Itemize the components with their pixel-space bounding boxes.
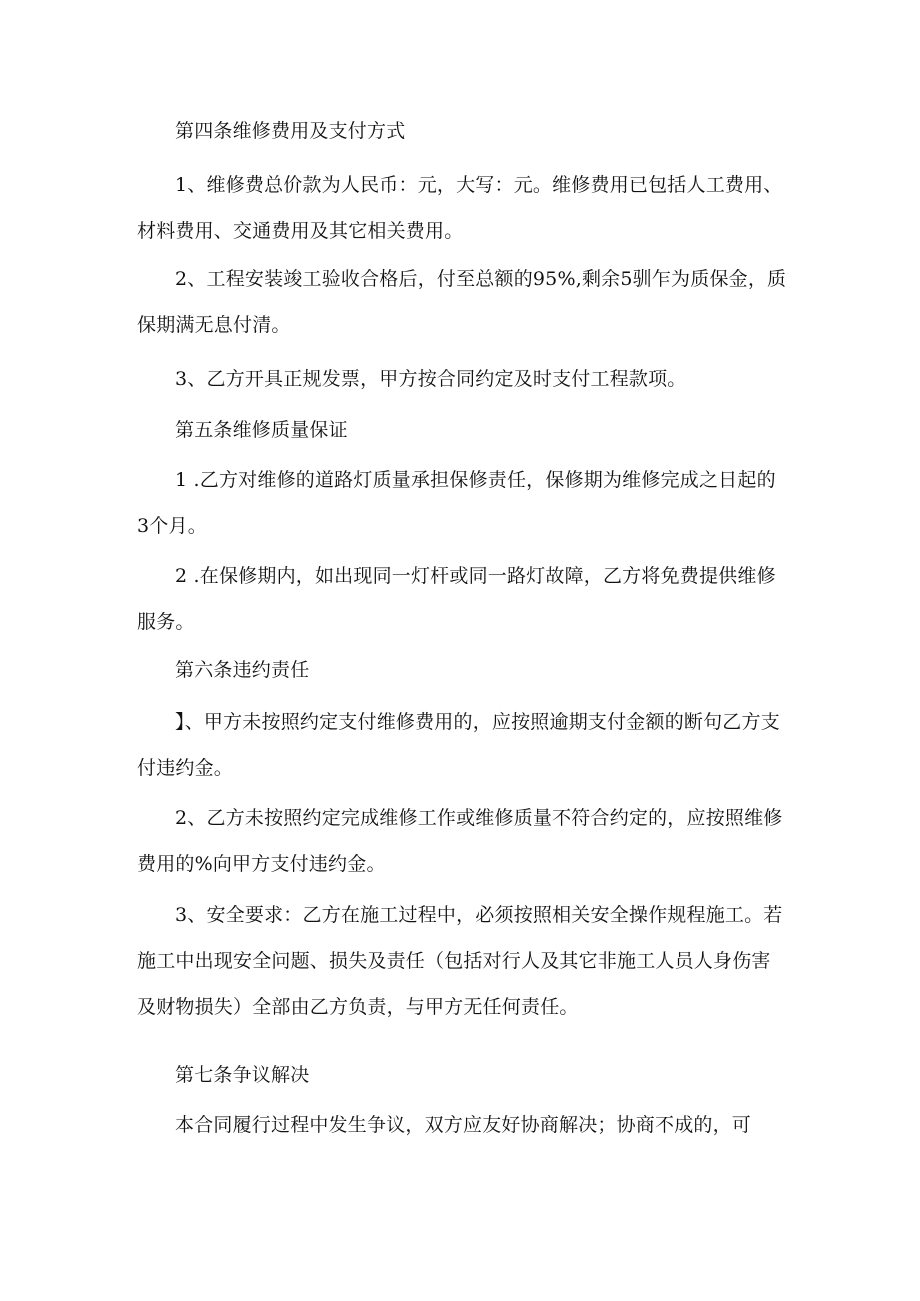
article-5-clause-1: 1 .乙方对维修的道路灯质量承担保修责任，保修期为维修完成之日起的3个月。 — [137, 469, 776, 537]
article-5-heading: 第五条维修质量保证 — [175, 419, 348, 441]
article-6-clause-1: 】、甲方未按照约定支付维修费用的，应按照逾期支付金额的断句乙方支付违约金。 — [137, 711, 780, 779]
article-4-clause-3: 3、乙方开具正规发票，甲方按合同约定及时支付工程款项。 — [175, 368, 687, 390]
article-5-clause-2: 2 .在保修期内，如出现同一灯杆或同一路灯故障，乙方将免费提供维修服务。 — [137, 565, 776, 633]
article-6-clause-3: 3、安全要求：乙方在施工过程中，必须按照相关安全操作规程施工。若施工中出现安全问题、损失及责任（包括对行人及其它非施工人员人身伤害及财物损失）全部由乙方负责，与甲方无任何责任。 — [137, 904, 783, 1018]
article-6-clause-2: 2、乙方未按照约定完成维修工作或维修质量不符合约定的，应按照维修费用的%向甲方支付违约金。 — [137, 807, 783, 875]
article-4-clause-2: 2、工程安装竣工验收合格后，付至总额的95%,剩余5驯乍为质保金，质保期满无息付清。 — [137, 268, 787, 336]
article-7-heading: 第七条争议解决 — [175, 1064, 310, 1086]
article-6-heading: 第六条违约责任 — [175, 659, 310, 681]
article-4-heading: 第四条维修费用及支付方式 — [175, 120, 406, 142]
article-4-clause-1: 1、维修费总价款为人民币：元，大写：元。维修费用已包括人工费用、材料费用、交通费用及其它相关费用。 — [137, 174, 783, 242]
article-7-body: 本合同履行过程中发生争议，双方应友好协商解决；协商不成的，可 — [175, 1114, 752, 1136]
